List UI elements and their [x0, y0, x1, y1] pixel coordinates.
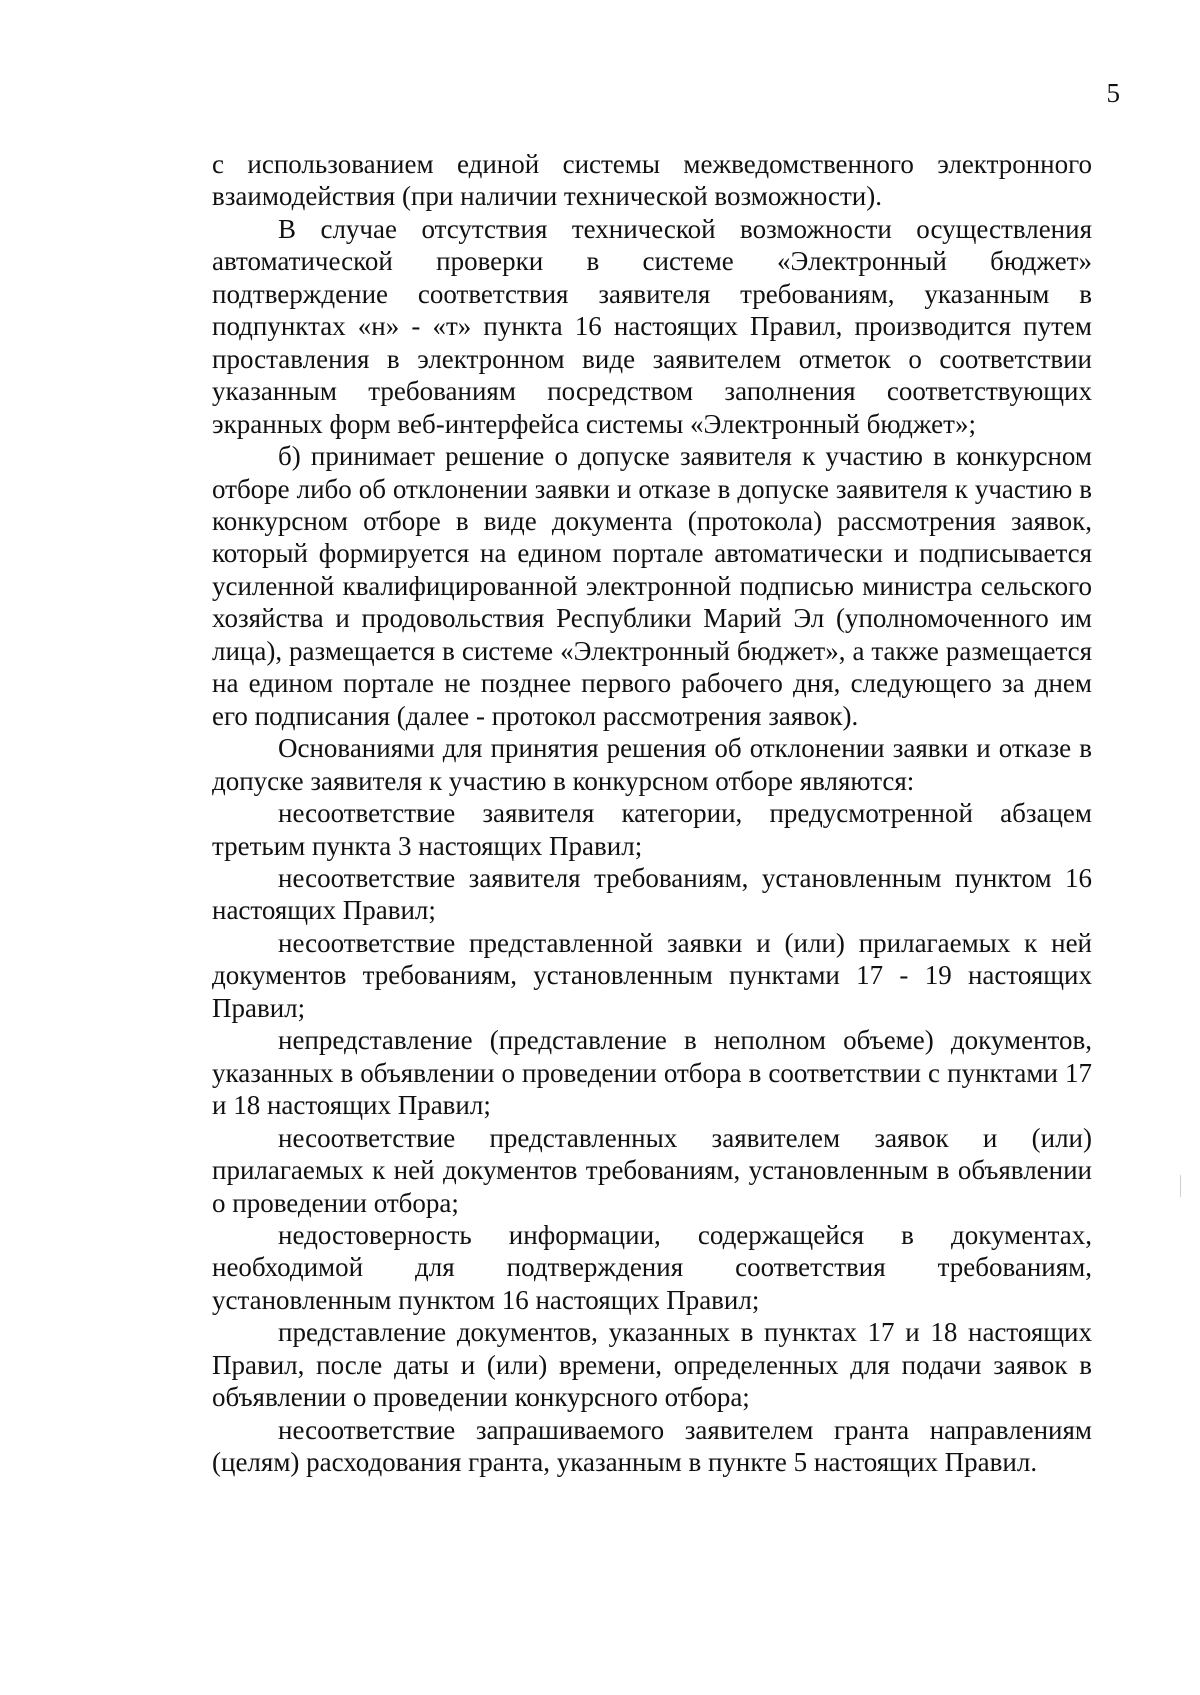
list-item: несоответствие представленной заявки и (или) прилагаемых к ней документов требованиям, установленным пунктами 17 - 19 настоящих Правил; — [212, 927, 1092, 1023]
document-body — [212, 148, 1092, 1479]
paragraph: с использованием единой системы межведомственного электронного взаимодействия (при наличии технической возможности). — [212, 149, 1092, 212]
list-item: недостоверность информации, содержащейся в документах, необходимой для подтверждения соответствия требованиям, установленным пунктом 16 настоящих Правил; — [212, 1219, 1092, 1315]
list-item: несоответствие заявителя требованиям, установленным пунктом 16 настоящих Правил; — [212, 862, 1092, 926]
list-item: несоответствие запрашиваемого заявителем гранта направлениям (целям) расходования гранта, указанным в пункте 5 настоящих Правил. — [212, 1414, 1092, 1478]
list-item: несоответствие представленных заявителем заявок и (или) прилагаемых к ней документов требованиям, установленным в объявлении о проведении отбора; — [212, 1122, 1092, 1218]
list-item: представление документов, указанных в пунктах 17 и 18 настоящих Правил, после даты и (или) времени, определенных для подачи заявок в объявлении о проведении конкурсного отбора; — [212, 1317, 1092, 1413]
page-number: 5 — [1106, 78, 1120, 108]
list-item: непредставление (представление в неполном объеме) документов, указанных в объявлении о проведении отбора в соответствии с пунктами 17 и 18 настоящих Правил; — [212, 1025, 1092, 1121]
paragraph: В случае отсутствия технической возможности осуществления автоматической проверки в системе «Электронный бюджет» подтверждение соответствия заявителя требованиям, указанным в подпунктах «н» - «т» пункта 16 настоящих Правил, производится путем проставления в электронном виде заявителем отметок о соответствии указанным требованиям посредством заполнения соответствующих экранных форм веб-интерфейса системы «Электронный бюджет»; — [212, 213, 1092, 439]
paragraph: Основаниями для принятия решения об отклонении заявки и отказе в допуске заявителя к участию в конкурсном отборе являются: — [212, 733, 1092, 796]
paragraph: б) принимает решение о допуске заявителя к участию в конкурсном отборе либо об отклонении заявки и отказе в допуске заявителя к участию в конкурсном отборе в виде документа (протокола) рассмотрения заявок, который формируется на едином портале автоматически и подписывается усиленной квалифицированной электронной подписью министра сельского хозяйства и продовольствия Республики Марий Эл (уполномоченного им лица), размещается в системе «Электронный бюджет», а также размещается на едином портале не позднее первого рабочего дня, следующего за днем его подписания (далее - протокол рассмотрения заявок). — [212, 441, 1092, 731]
scan-mark — [1180, 1175, 1181, 1197]
list-item: несоответствие заявителя категории, предусмотренной абзацем третьим пункта 3 настоящих Правил; — [212, 798, 1092, 861]
